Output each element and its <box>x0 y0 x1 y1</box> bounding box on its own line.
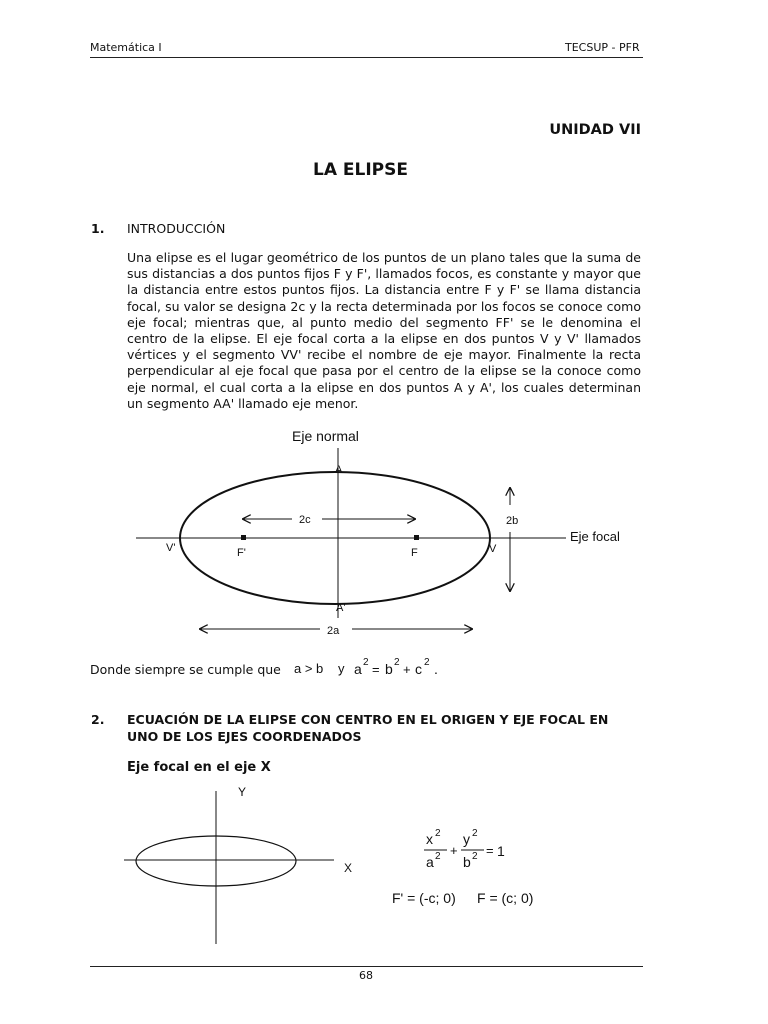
label-F-prime: F' <box>237 547 246 559</box>
focus-F-point <box>414 535 419 540</box>
svg-text:=: = <box>372 662 380 677</box>
svg-text:a: a <box>354 661 362 677</box>
section-2-number: 2. <box>91 712 105 727</box>
ellipse-equation <box>420 826 520 874</box>
svg-text:a: a <box>426 854 434 870</box>
svg-text:2: 2 <box>435 828 441 839</box>
normal-axis-label: Eje normal <box>292 428 359 444</box>
label-V: V <box>489 543 497 555</box>
foci-left: F' = (-c; 0) <box>392 890 456 906</box>
svg-text:2: 2 <box>363 657 369 668</box>
section-1-heading: INTRODUCCIÓN <box>127 221 226 236</box>
label-A: A <box>335 464 343 476</box>
ellipse-diagram <box>0 420 768 645</box>
foci-right: F = (c; 0) <box>477 890 534 906</box>
page-title: LA ELIPSE <box>313 160 408 180</box>
section-2-subheading: Eje focal en el eje X <box>127 760 271 775</box>
label-2a: 2a <box>327 625 340 637</box>
condition-prefix: Donde siempre se cumple que <box>90 662 281 677</box>
svg-text:2: 2 <box>472 828 478 839</box>
svg-text:c: c <box>415 661 422 677</box>
condition-conjunction: y <box>338 661 345 676</box>
header-right: TECSUP - PFR <box>565 41 640 54</box>
svg-text:2: 2 <box>472 851 478 862</box>
label-2b: 2b <box>506 515 519 527</box>
x-axis-label: X <box>344 861 353 875</box>
svg-text:y: y <box>463 831 470 847</box>
unit-label: UNIDAD VII <box>549 122 641 138</box>
section-2-heading-line-1: ECUACIÓN DE LA ELIPSE CON CENTRO EN EL ORIGEN Y EJE FOCAL EN <box>127 712 609 727</box>
section-1-paragraph: Una elipse es el lugar geométrico de los puntos de un plano tales que la suma de sus distancias a dos puntos fijos F y F', llamados focos, es constante y mayor que la distancia entre estos puntos fijos. La distancia entre F y F' se llama distancia focal, su valor se designa 2c y la recta determinada por los focos se conoce como eje focal; mientras que, al punto medio del segmento FF' se le denomina el centro de la elipse. El eje focal corta a la elipse en dos puntos V y V' llamados vértices y el segmento VV' recibe el nombre de eje mayor. Finalmente la recta perpendicular al eje focal que pasa por el centro de la elipse se la conoce como eje normal, el cual corta a la elipse en dos puntos A y A', los cuales determinan un segmento AA' llamado eje menor. <box>127 250 641 411</box>
focal-axis-label: Eje focal <box>570 529 620 544</box>
svg-text:2: 2 <box>394 657 400 668</box>
section-1-number: 1. <box>91 221 105 236</box>
svg-text:.: . <box>434 661 438 677</box>
label-F: F <box>411 547 418 559</box>
svg-text:b: b <box>385 661 393 677</box>
coordinate-ellipse-diagram <box>110 780 360 950</box>
svg-text:=: = <box>486 843 494 858</box>
svg-text:+: + <box>450 843 458 858</box>
footer-rule <box>90 966 643 967</box>
section-2-heading-line-2: UNO DE LOS EJES COORDENADOS <box>127 729 362 744</box>
header-rule <box>90 57 643 58</box>
condition-inequality: a > b <box>294 661 324 676</box>
svg-text:x: x <box>426 831 433 847</box>
svg-text:2: 2 <box>424 657 430 668</box>
y-axis-label: Y <box>238 785 247 799</box>
page-number: 68 <box>359 969 373 982</box>
focus-F-prime-point <box>241 535 246 540</box>
header-left: Matemática I <box>90 41 162 54</box>
svg-text:2: 2 <box>435 851 441 862</box>
label-A-prime: A' <box>336 602 346 614</box>
label-2c: 2c <box>299 514 311 526</box>
pythagorean-relation <box>350 652 450 680</box>
label-V-prime: V' <box>166 542 176 554</box>
svg-text:1: 1 <box>497 843 505 859</box>
svg-text:b: b <box>463 854 471 870</box>
svg-text:+: + <box>403 662 411 677</box>
